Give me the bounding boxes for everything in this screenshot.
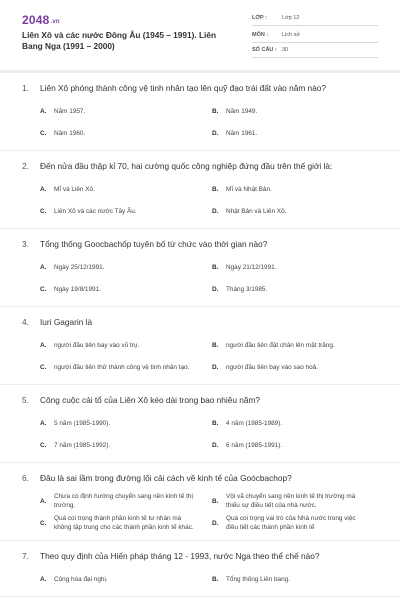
question-item [0,385,400,463]
option-letter: D. [212,129,219,137]
question-number: 7. [22,551,29,561]
answer-options [22,412,378,456]
option-text: Năm 1949. [226,107,258,115]
option-text: Liên Xô và các nước Tây Âu. [54,207,137,215]
answer-option[interactable] [22,100,194,122]
option-letter: A. [40,575,47,583]
option-text: Năm 1961. [226,129,258,137]
answer-options [22,334,378,378]
option-letter: C. [40,285,47,293]
answer-option[interactable] [194,412,366,434]
question-list [0,73,400,597]
option-text: người đầu tiên thử thành công vệ tinh nhân tạo. [54,363,190,371]
answer-option[interactable] [22,278,194,300]
meta-subject-value: Lịch sử [282,32,301,38]
option-text: Năm 1960. [54,129,86,137]
answer-option[interactable] [22,512,194,534]
logo-suffix: .vn [50,19,60,25]
option-letter: D. [212,519,219,527]
question-text: Theo quy định của Hiến pháp tháng 12 - 1993, nước Nga theo thể chế nào? [40,551,320,561]
meta-question-count [252,46,378,58]
answer-option[interactable] [194,200,366,222]
answer-option[interactable] [194,334,366,356]
option-text: Quá coi trọng thành phần kinh tế tư nhân mà không tập trung cho các thành phần kinh tế khác. [54,515,194,531]
answer-option[interactable] [22,256,194,278]
question-header [22,395,378,406]
option-text: 7 năm (1985-1992). [54,441,111,449]
answer-option[interactable] [194,568,366,590]
option-text: Mĩ và Liên Xô. [54,185,95,193]
question-header [22,317,378,328]
option-text: Chưa có định hướng chuyển sang nền kinh tế thị trường. [54,493,193,509]
option-text: Cộng hòa đại nghị. [54,575,108,583]
question-text: Iuri Gagarin là [40,317,93,327]
question-header [22,161,378,172]
meta-class [252,14,378,26]
option-text: người đầu tiên đặt chân lên mặt trăng. [226,341,335,349]
logo-text: 2048 [22,13,50,27]
question-number: 2. [22,161,29,171]
option-letter: B. [212,107,219,115]
question-header [22,473,378,484]
option-letter: D. [212,285,219,293]
option-letter: A. [40,107,47,115]
option-text: Mĩ và Nhật Bản. [226,185,272,193]
answer-options [22,100,378,144]
option-text: Nhật Bản và Liên Xô. [226,207,287,215]
option-text: Ngày 19/8/1991. [54,285,101,293]
meta-count-label: SỐ CÂU : [252,47,277,53]
question-number: 5. [22,395,29,405]
option-letter: B. [212,497,219,505]
answer-option[interactable] [22,200,194,222]
question-text: Tổng thống Goocbachốp tuyên bố từ chức vào thời gian nào? [40,239,268,249]
answer-option[interactable] [194,490,366,512]
option-letter: A. [40,263,47,271]
option-text: Vội vã chuyển sang nền kinh tế thị trường mà thiếu sự điều tiết của nhà nước. [226,493,356,509]
option-text: Năm 1957. [54,107,86,115]
question-item [0,229,400,307]
question-item [0,463,400,541]
option-letter: B. [212,185,219,193]
answer-option[interactable] [22,568,194,590]
option-letter: A. [40,419,47,427]
answer-options [22,490,378,534]
answer-option[interactable] [22,122,194,144]
option-text: người đầu tiên bay vào vũ trụ. [54,341,140,349]
question-text: Công cuộc cải tổ của Liên Xô kéo dài trong bao nhiêu năm? [40,395,261,405]
question-item [0,541,400,597]
option-letter: B. [212,575,219,583]
question-number: 4. [22,317,29,327]
option-letter: C. [40,207,47,215]
answer-option[interactable] [194,178,366,200]
option-text: 6 năm (1985-1991). [226,441,283,449]
option-text: Ngày 21/12/1991. [226,263,277,271]
question-number: 6. [22,473,29,483]
option-letter: C. [40,441,47,449]
option-letter: A. [40,185,47,193]
answer-option[interactable] [194,122,366,144]
option-letter: A. [40,341,47,349]
answer-option[interactable] [22,356,194,378]
answer-option[interactable] [194,100,366,122]
option-letter: A. [40,497,47,505]
answer-option[interactable] [194,256,366,278]
question-item [0,73,400,151]
question-text: Đâu là sai lầm trong đường lối cải cách về kinh tế của Goócbachop? [40,473,292,483]
option-letter: B. [212,341,219,349]
question-header [22,551,378,562]
question-item [0,307,400,385]
option-letter: D. [212,363,219,371]
answer-option[interactable] [194,512,366,534]
question-header [22,83,378,94]
question-text: Đến nửa đầu thập kỉ 70, hai cường quốc công nghiệp đứng đầu trên thế giới là: [40,161,333,171]
answer-options [22,256,378,300]
document-title: Liên Xô và các nước Đông Âu (1945 – 1991). Liên Bang Nga (1991 – 2000) [22,30,217,51]
answer-option[interactable] [194,356,366,378]
answer-option[interactable] [194,434,366,456]
meta-count-value: 30 [282,47,289,53]
answer-options [22,568,378,590]
option-letter: D. [212,207,219,215]
question-number: 3. [22,239,29,249]
option-text: Ngày 25/12/1991. [54,263,105,271]
option-text: Quá coi trọng vai trò của Nhà nước trong việc điều tiết các thành phần kinh tế [226,515,356,531]
option-text: 4 năm (1985-1989). [226,419,283,427]
option-text: Tháng 3/1985. [226,285,268,293]
option-letter: B. [212,263,219,271]
answer-option[interactable] [22,490,194,512]
document-header [0,0,400,70]
question-item [0,151,400,229]
option-text: Tổng thống Liên bang. [226,575,290,583]
option-letter: C. [40,519,47,527]
question-header [22,239,378,250]
meta-subject-label: MÔN : [252,32,269,38]
option-text: 5 năm (1985-1990). [54,419,111,427]
answer-option[interactable] [22,178,194,200]
option-letter: B. [212,419,219,427]
answer-option[interactable] [22,412,194,434]
meta-class-label: LỚP : [252,15,267,21]
option-text: người đầu tiên bay vào sao hoả. [226,363,318,371]
answer-option[interactable] [22,434,194,456]
site-logo[interactable] [22,13,60,27]
option-letter: C. [40,363,47,371]
meta-subject [252,31,378,43]
option-letter: D. [212,441,219,449]
option-letter: C. [40,129,47,137]
meta-class-value: Lớp 12 [282,15,300,21]
question-number: 1. [22,83,29,93]
answer-options [22,178,378,222]
answer-option[interactable] [22,334,194,356]
question-text: Liên Xô phóng thành công vệ tinh nhân tạo lên quỹ đạo trái đất vào năm nào? [40,83,326,93]
answer-option[interactable] [194,278,366,300]
